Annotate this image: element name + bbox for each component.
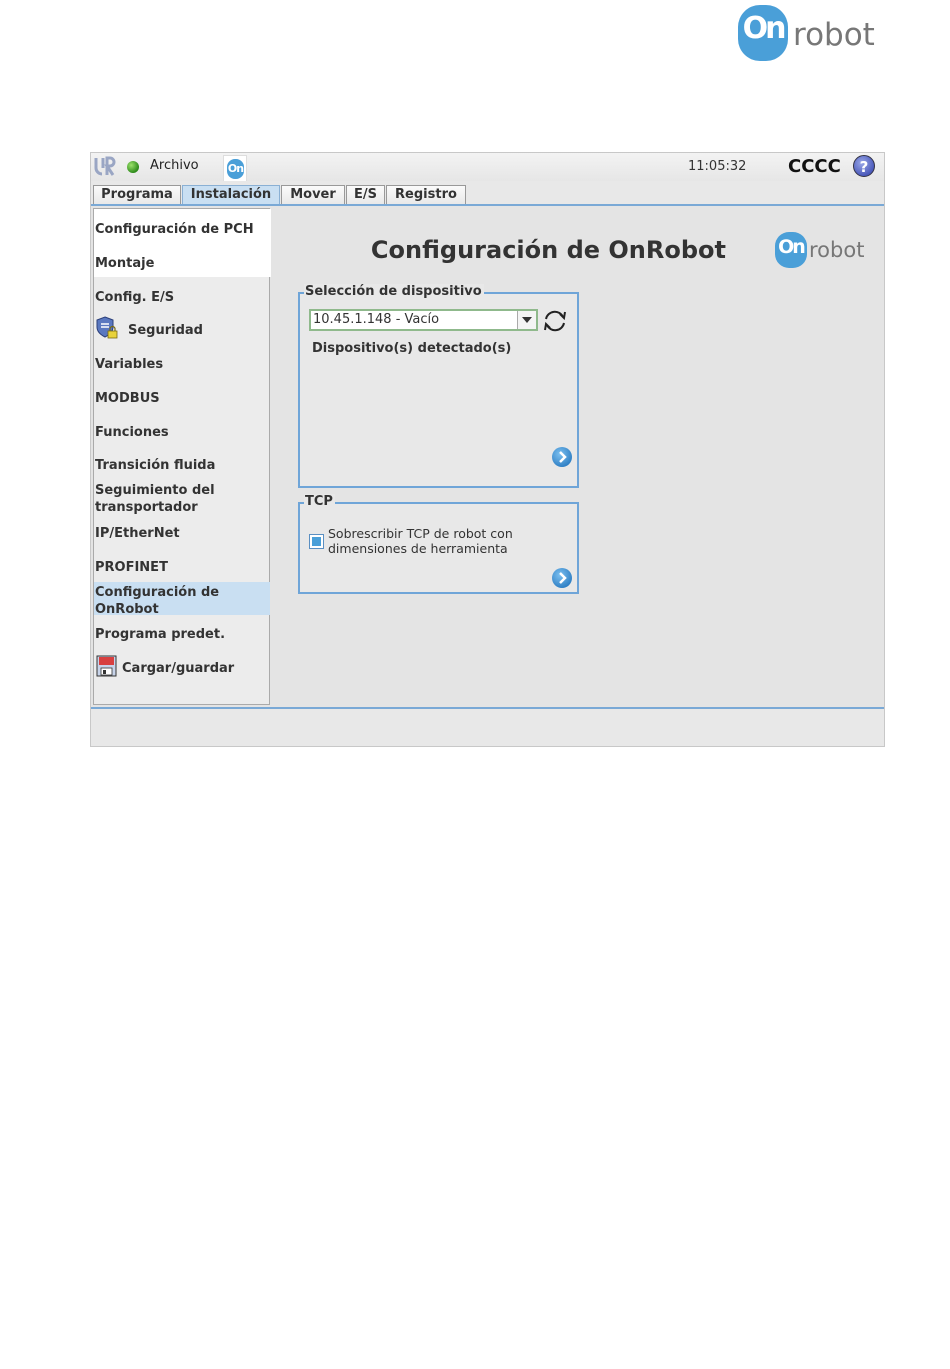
sidebar-item-cargar-guardar[interactable]: [94, 651, 269, 681]
installation-content: [91, 204, 884, 709]
device-selection-group: [298, 284, 579, 488]
sidebar-item-transicion[interactable]: Transición fluida: [95, 458, 216, 473]
ur-logo-icon: [93, 155, 117, 179]
shield-lock-icon: [96, 316, 118, 340]
sidebar-item-variables[interactable]: Variables: [95, 357, 164, 372]
detected-devices-label: Dispositivo(s) detectado(s): [312, 341, 512, 356]
tcp-legend: TCP: [305, 494, 333, 509]
tab-mover[interactable]: Mover: [281, 185, 345, 204]
sidebar-item-config-es[interactable]: Config. E/S: [95, 290, 175, 305]
device-next-button[interactable]: [552, 447, 572, 467]
sidebar-item-label: Seguridad: [128, 323, 203, 338]
installation-sidebar: [93, 208, 270, 705]
tcp-next-button[interactable]: [552, 568, 572, 588]
sidebar-item-montaje[interactable]: Montaje: [95, 256, 155, 271]
polyscope-window: [90, 152, 885, 747]
chevron-right-icon: [552, 447, 572, 467]
onrobot-badge-icon: On: [738, 5, 788, 61]
sidebar-item-programa-predet[interactable]: Programa predet.: [95, 627, 226, 642]
tcp-group: [298, 494, 579, 594]
refresh-icon[interactable]: [542, 308, 568, 334]
device-select-value: 10.45.1.148 - Vacío: [313, 312, 440, 327]
sidebar-item-onrobot[interactable]: [94, 582, 270, 615]
sidebar-item-profinet[interactable]: PROFINET: [95, 560, 168, 575]
onrobot-badge-icon: On: [775, 232, 807, 268]
save-icon: [96, 654, 118, 678]
clock: 11:05:32: [688, 159, 747, 174]
onrobot-logo: [738, 5, 878, 63]
status-indicator-icon: [127, 161, 139, 173]
device-select[interactable]: [309, 309, 538, 331]
override-tcp-label-line-2: dimensiones de herramienta: [328, 541, 508, 556]
onrobot-logo-text: robot: [793, 17, 875, 53]
override-tcp-label-line-1: Sobrescribir TCP de robot con: [328, 526, 513, 541]
sidebar-item-ip-ethernet[interactable]: IP/EtherNet: [95, 526, 180, 541]
page-title: Configuración de OnRobot: [370, 236, 726, 264]
robot-name: CCCC: [788, 156, 841, 177]
chevron-right-icon: [552, 568, 572, 588]
sidebar-item-label: Cargar/guardar: [122, 661, 235, 676]
sidebar-item-label: Configuración de OnRobot: [95, 585, 220, 617]
tab-programa[interactable]: Programa: [93, 185, 181, 204]
sidebar-item-modbus[interactable]: MODBUS: [95, 391, 160, 406]
sidebar-item-seguridad[interactable]: [94, 313, 269, 343]
sidebar-item-funciones[interactable]: Funciones: [95, 425, 169, 440]
override-tcp-label: [328, 526, 513, 556]
onrobot-panel-logo: [775, 232, 875, 272]
onrobot-config-panel: [272, 208, 882, 705]
file-menu[interactable]: Archivo: [150, 158, 199, 173]
checkbox-checked-indicator: [312, 537, 321, 546]
override-tcp-checkbox[interactable]: [309, 534, 324, 549]
top-bar: [91, 153, 884, 181]
tab-es[interactable]: E/S: [346, 185, 385, 204]
tab-instalacion[interactable]: Instalación: [182, 185, 280, 204]
onrobot-toolbar-icon[interactable]: On: [223, 155, 247, 181]
onrobot-logo-text: robot: [809, 238, 865, 262]
chevron-down-icon[interactable]: [517, 311, 536, 329]
tab-registro[interactable]: Registro: [386, 185, 466, 204]
sidebar-item-pch[interactable]: Configuración de PCH: [95, 222, 254, 237]
footer-bar: [91, 709, 884, 746]
sidebar-item-seguimiento[interactable]: Seguimiento del transportador: [95, 483, 215, 515]
device-selection-legend: Selección de dispositivo: [305, 284, 482, 299]
help-button[interactable]: ?: [853, 155, 875, 177]
